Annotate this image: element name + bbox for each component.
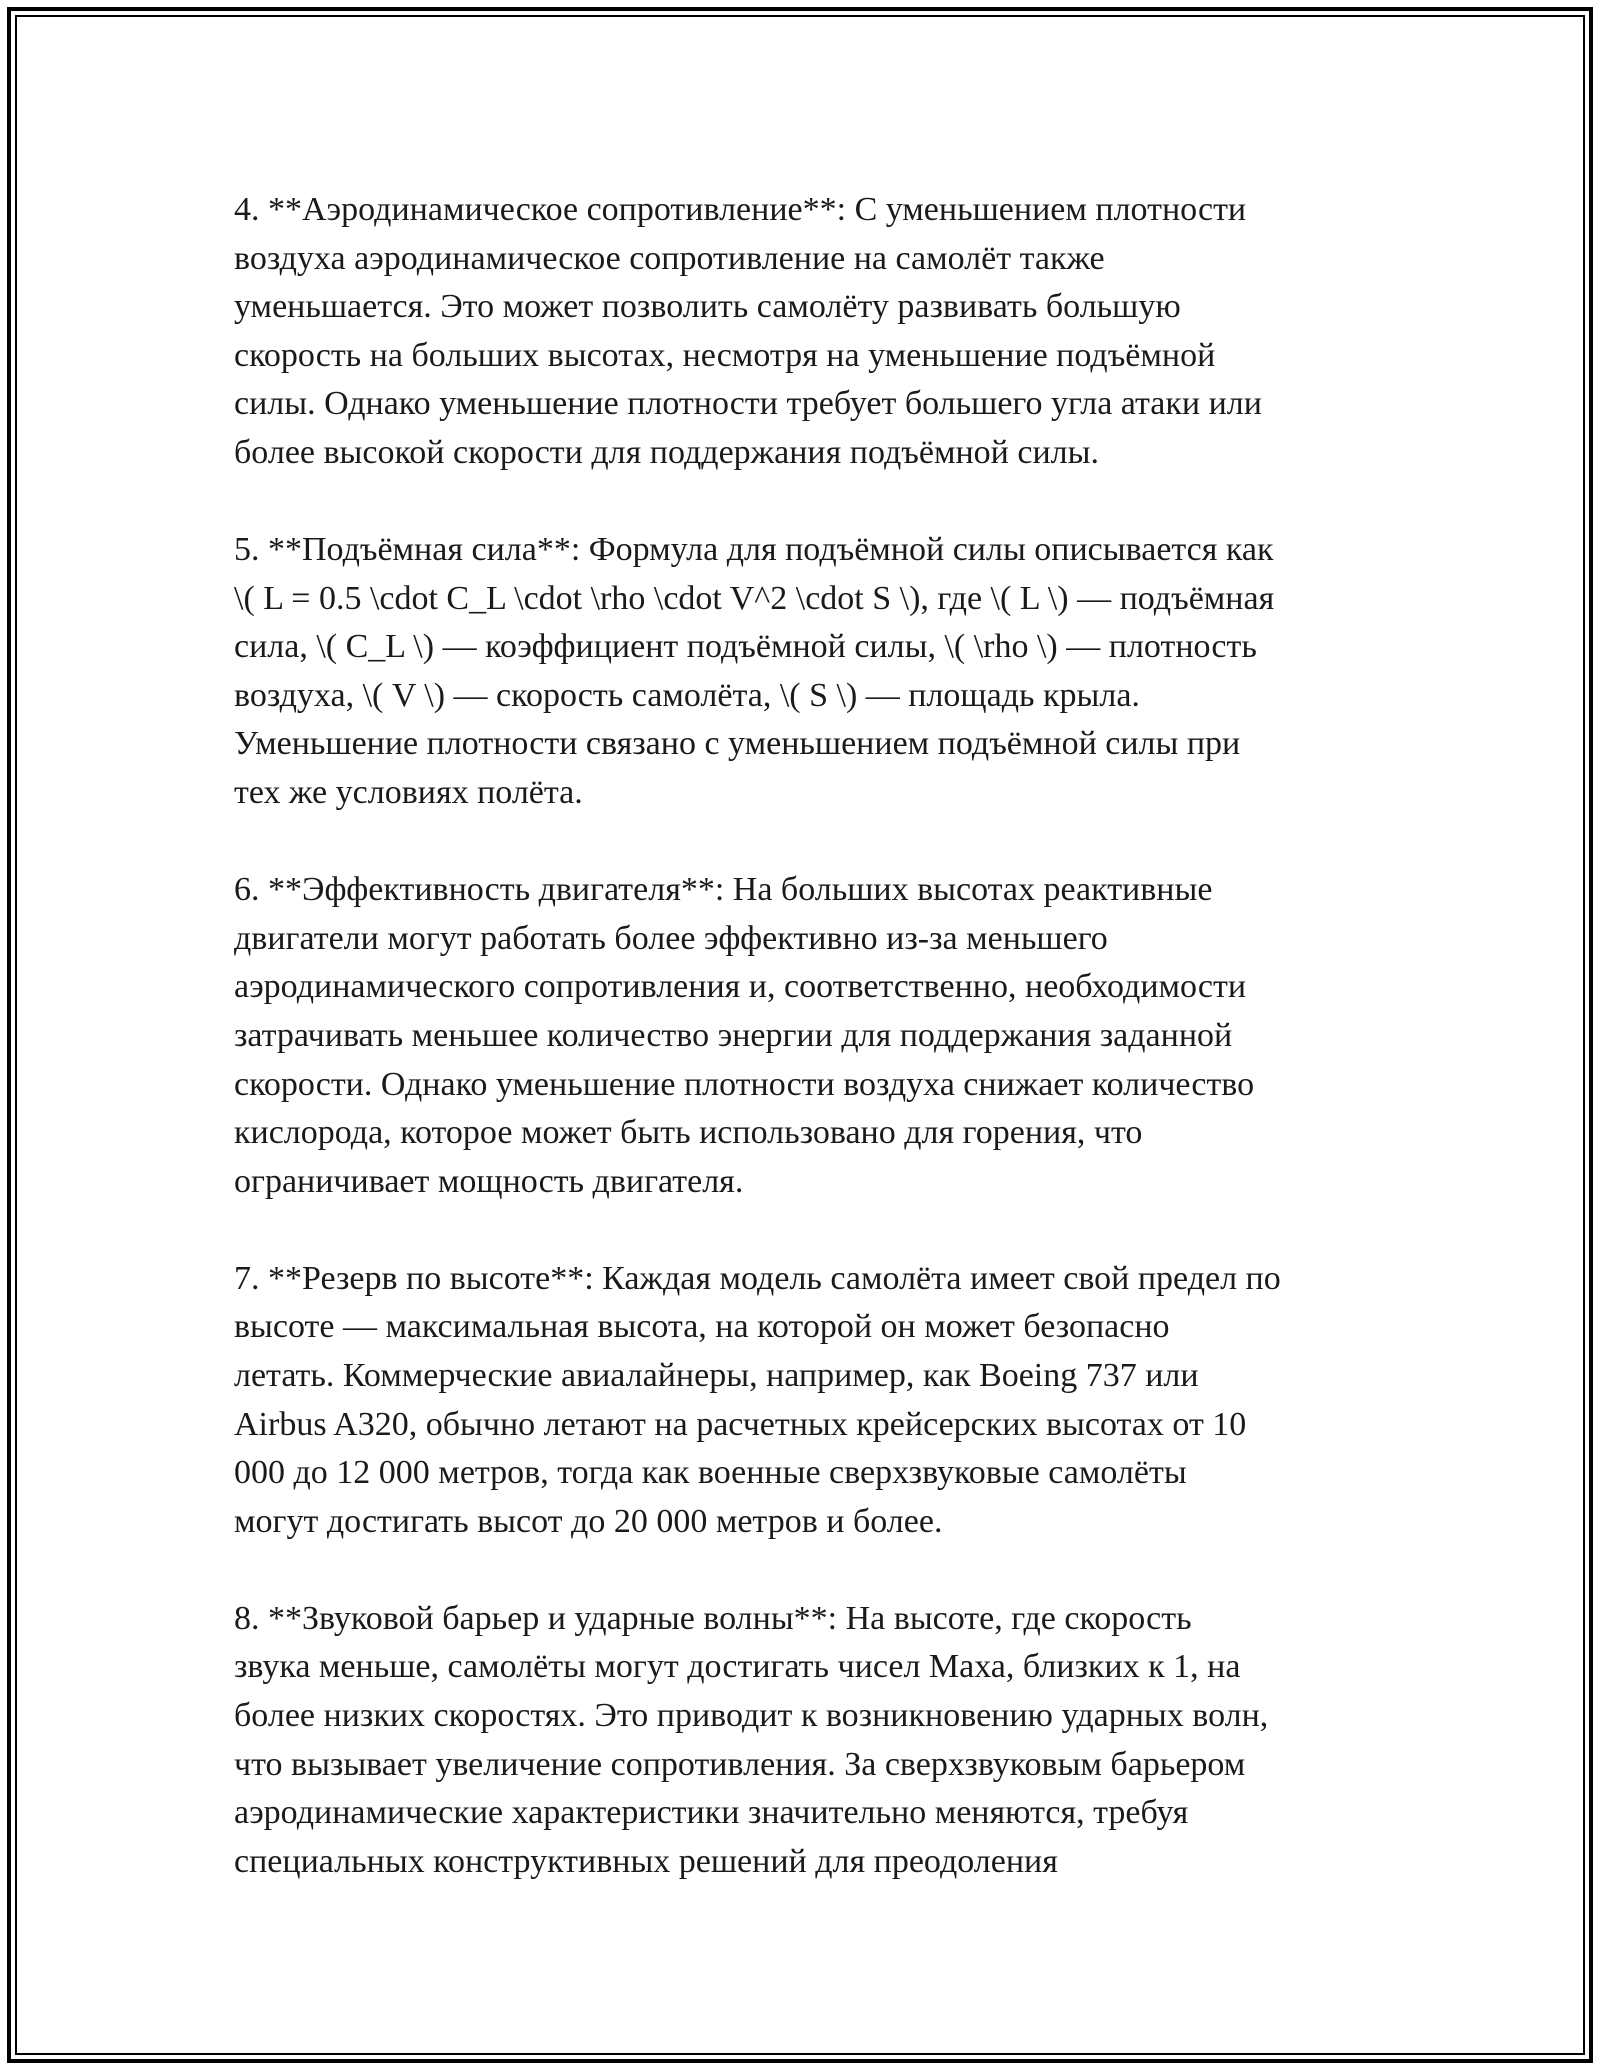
text-line: 7. **Резерв по высоте**: Каждая модель самолёта имеет свой предел по — [234, 1259, 1281, 1297]
text-line: скорость на больших высотах, несмотря на уменьшение подъёмной — [234, 336, 1216, 374]
text-line: силы. Однако уменьшение плотности требует большего угла атаки или — [234, 385, 1262, 423]
text-line: аэродинамического сопротивления и, соответственно, необходимости — [234, 968, 1247, 1006]
text-line: более высокой скорости для поддержания подъёмной силы. — [234, 433, 1099, 471]
text-line: Airbus A320, обычно летают на расчетных крейсерских высотах от 10 — [234, 1405, 1247, 1443]
text-line: 5. **Подъёмная сила**: Формула для подъёмной силы описывается как — [234, 531, 1274, 569]
paragraph-aerodynamic-drag — [234, 186, 1374, 478]
text-line: затрачивать меньшее количество энергии для поддержания заданной — [234, 1016, 1233, 1054]
text-line: скорости. Однако уменьшение плотности воздуха снижает количество — [234, 1065, 1255, 1103]
text-line: высоте — максимальная высота, на которой он может безопасно — [234, 1308, 1170, 1346]
text-line: могут достигать высот до 20 000 метров и более. — [234, 1502, 943, 1540]
text-line: 000 до 12 000 метров, тогда как военные сверхзвуковые самолёты — [234, 1454, 1187, 1492]
text-line: более низких скоростях. Это приводит к возникновению ударных волн, — [234, 1697, 1269, 1735]
text-line: воздуха аэродинамическое сопротивление на самолёт также — [234, 239, 1105, 277]
text-line: звука меньше, самолёты могут достигать чисел Маха, близких к 1, на — [234, 1648, 1241, 1686]
paragraph-lift-force — [234, 526, 1374, 818]
text-line: сила, \( C_L \) — коэффициент подъёмной силы, \( \rho \) — плотность — [234, 628, 1257, 666]
text-line: аэродинамические характеристики значительно меняются, требуя — [234, 1794, 1189, 1832]
text-line: тех же условиях полёта. — [234, 774, 583, 812]
text-line: двигатели могут работать более эффективно из-за меньшего — [234, 919, 1108, 957]
paragraph-altitude-reserve — [234, 1255, 1374, 1547]
text-line: кислорода, которое может быть использовано для горения, что — [234, 1114, 1143, 1152]
text-line: воздуха, \( V \) — скорость самолёта, \( S \) — площадь крыла. — [234, 676, 1140, 714]
text-line: 4. **Аэродинамическое сопротивление**: С уменьшением плотности — [234, 191, 1247, 228]
text-line: ограничивает мощность двигателя. — [234, 1162, 744, 1200]
paragraph-sound-barrier — [234, 1595, 1374, 1887]
text-line: \( L = 0.5 \cdot C_L \cdot \rho \cdot V^2 \cdot S \), где \( L \) — подъёмная — [234, 579, 1275, 617]
text-line: 8. **Звуковой барьер и ударные волны**: На высоте, где скорость — [234, 1599, 1192, 1637]
paragraph-engine-efficiency — [234, 866, 1374, 1206]
text-line: уменьшается. Это может позволить самолёту развивать большую — [234, 288, 1181, 326]
text-line: Уменьшение плотности связано с уменьшением подъёмной силы при — [234, 725, 1241, 763]
text-line: летать. Коммерческие авиалайнеры, например, как Boeing 737 или — [234, 1356, 1199, 1394]
text-line: 6. **Эффективность двигателя**: На больших высотах реактивные — [234, 871, 1213, 909]
text-line: что вызывает увеличение сопротивления. За сверхзвуковым барьером — [234, 1745, 1246, 1783]
text-line: специальных конструктивных решений для преодоления — [234, 1842, 1058, 1880]
document-body — [234, 186, 1374, 1935]
